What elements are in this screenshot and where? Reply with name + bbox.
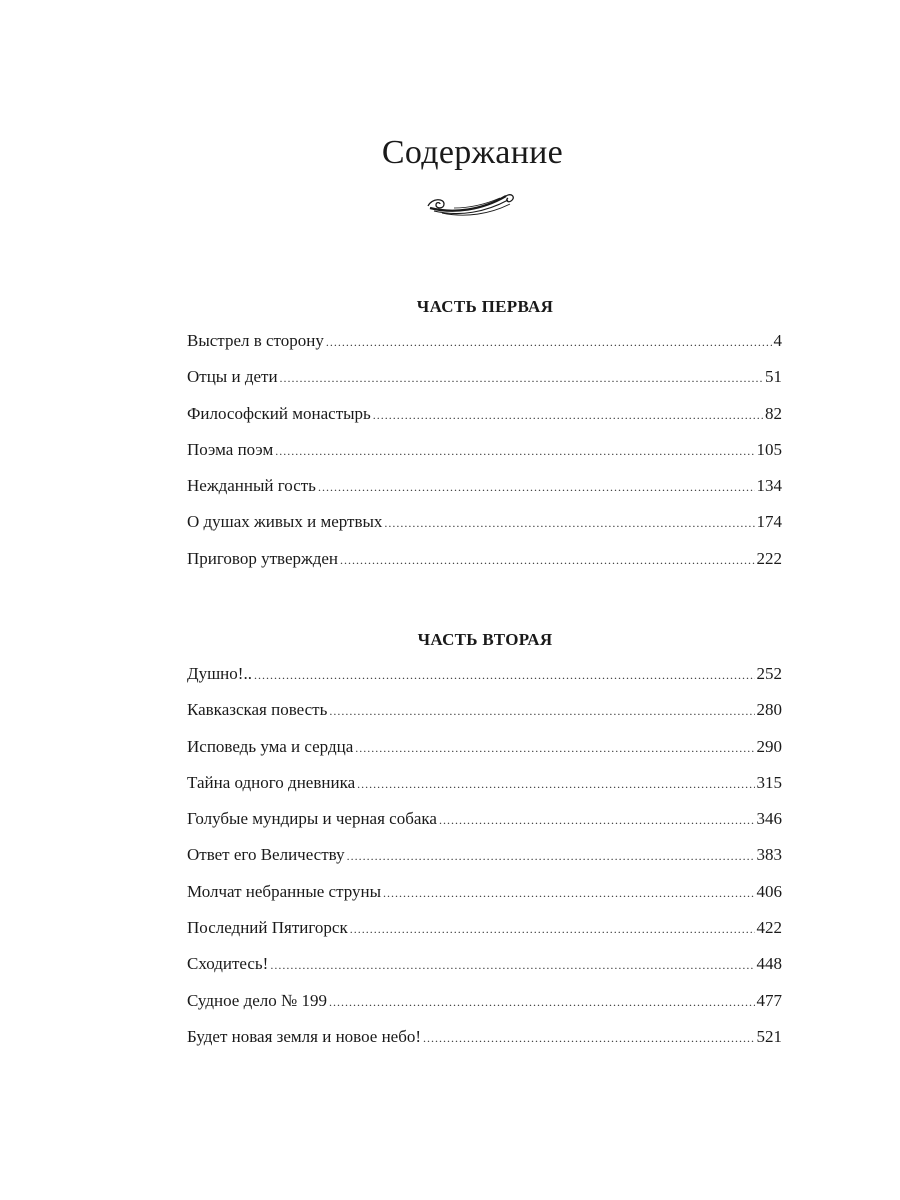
dot-leader — [350, 918, 755, 940]
toc-entry-page: 222 — [756, 548, 782, 568]
toc-entry-page: 422 — [756, 918, 782, 938]
toc-entry[interactable] — [187, 511, 782, 547]
toc-entry-title: Нежданный гость — [187, 476, 316, 496]
toc-entry-title: Поэма поэм — [187, 439, 274, 459]
toc-entry-title: Голубые мундиры и черная собака — [187, 809, 437, 829]
dot-leader — [340, 549, 754, 571]
dot-leader — [347, 845, 755, 867]
toc-entry-title: Приговор утвержден — [187, 548, 339, 568]
dot-leader — [383, 882, 754, 904]
toc-entry[interactable] — [187, 953, 782, 989]
toc-entry-page: 315 — [756, 772, 782, 792]
toc-entry[interactable] — [187, 366, 782, 402]
part-heading-1: ЧАСТЬ ПЕРВАЯ — [416, 297, 554, 316]
toc-entry-page: 383 — [756, 845, 782, 865]
toc-entry-page: 134 — [756, 476, 782, 496]
dot-leader — [280, 367, 763, 389]
toc-entry-title: Будет новая земля и новое небо! — [187, 1026, 422, 1046]
dot-leader — [423, 1027, 754, 1049]
dot-leader — [326, 331, 772, 353]
toc-entry-page: 521 — [756, 1026, 782, 1046]
toc-entry[interactable] — [187, 990, 782, 1026]
page-title: Содержание — [381, 134, 564, 171]
dot-leader — [329, 991, 755, 1013]
toc-entry[interactable] — [187, 736, 782, 772]
toc-entry-page: 252 — [756, 664, 782, 683]
flourish-ornament-icon — [424, 184, 518, 220]
toc-entry-title: О душах живых и мертвых — [187, 512, 383, 532]
dot-leader — [275, 440, 754, 462]
toc-entry[interactable] — [187, 1026, 782, 1062]
dot-leader — [318, 476, 755, 498]
toc-entry[interactable] — [187, 917, 782, 953]
toc-entry-page: 105 — [756, 439, 782, 459]
toc-entry-title: Душно!.. — [187, 664, 252, 683]
toc-list-part-2 — [187, 663, 782, 1062]
toc-list-part-1 — [187, 330, 782, 584]
dot-leader — [439, 809, 755, 831]
toc-entry[interactable] — [187, 772, 782, 808]
toc-entry-title: Ответ его Величеству — [187, 845, 345, 865]
toc-entry-title: Кавказская повесть — [187, 700, 328, 720]
dot-leader — [373, 404, 763, 426]
toc-entry-page: 406 — [756, 881, 782, 901]
toc-entry-page: 346 — [756, 809, 782, 829]
toc-entry-title: Судное дело № 199 — [187, 990, 327, 1010]
dot-leader — [357, 773, 754, 795]
toc-entry-title: Исповедь ума и сердца — [187, 736, 354, 756]
part-heading-2: ЧАСТЬ ВТОРАЯ — [417, 630, 553, 649]
toc-entry[interactable] — [187, 844, 782, 880]
toc-entry-page: 174 — [756, 512, 782, 532]
toc-entry-title: Молчат небранные струны — [187, 881, 382, 901]
dot-leader — [270, 954, 754, 976]
toc-entry-page: 280 — [756, 700, 782, 720]
toc-entry-title: Выстрел в сторону — [187, 331, 324, 350]
dot-leader — [384, 512, 754, 534]
toc-entry-page: 4 — [773, 331, 782, 350]
dot-leader — [254, 664, 755, 686]
toc-entry[interactable] — [187, 330, 782, 366]
toc-entry-page: 290 — [756, 736, 782, 756]
toc-entry-page: 82 — [765, 403, 782, 423]
toc-entry[interactable] — [187, 439, 782, 475]
toc-entry-page: 477 — [756, 990, 782, 1010]
toc-entry[interactable] — [187, 808, 782, 844]
toc-entry-title: Тайна одного дневника — [187, 772, 356, 792]
toc-entry-title: Последний Пятигорск — [187, 918, 348, 938]
dot-leader — [355, 737, 754, 759]
toc-entry[interactable] — [187, 475, 782, 511]
toc-entry-title: Философский монастырь — [187, 403, 371, 423]
toc-entry[interactable] — [187, 663, 782, 699]
toc-entry[interactable] — [187, 699, 782, 735]
toc-entry-title: Отцы и дети — [187, 367, 278, 387]
toc-entry-page: 51 — [765, 367, 782, 387]
toc-entry[interactable] — [187, 403, 782, 439]
toc-entry[interactable] — [187, 548, 782, 584]
toc-entry-page: 448 — [756, 954, 782, 974]
toc-entry[interactable] — [187, 881, 782, 917]
dot-leader — [329, 700, 754, 722]
toc-entry-title: Сходитесь! — [187, 954, 269, 974]
